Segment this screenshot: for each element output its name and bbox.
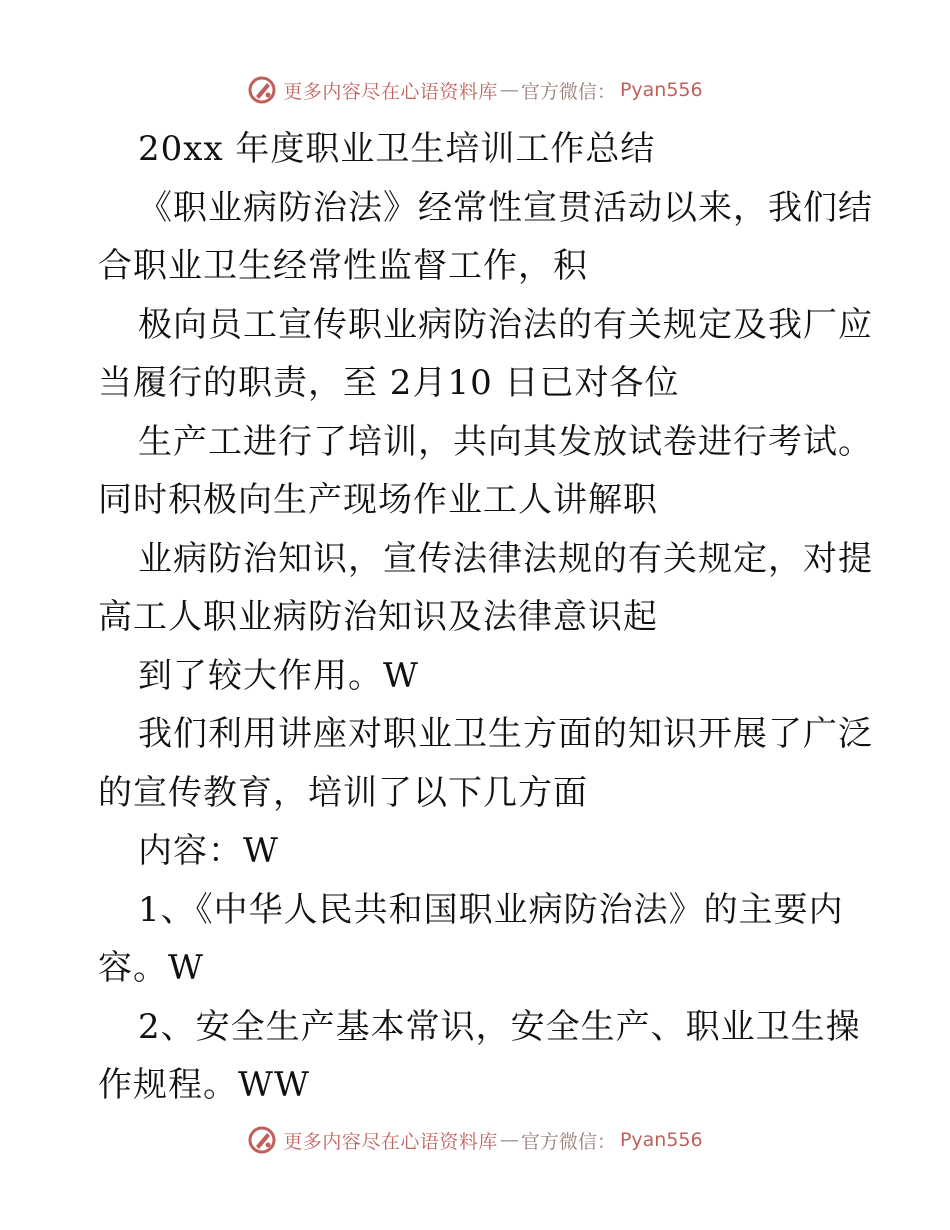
document-body [98,120,873,1115]
text-line: 合职业卫生经常性监督工作，积 [98,246,588,286]
text-line: 同时积极向生产现场作业工人讲解职 [98,480,658,520]
pen-logo-icon [247,75,277,105]
watermark-separator: — [499,79,519,101]
watermark-text: 更多内容尽在心语资料库 [283,80,498,103]
text-line: 到了较大作用。W [138,655,419,696]
text-line: 业病防治知识，宣传法律法规的有关规定，对提 [138,538,873,579]
text-line: 作规程。WW [98,1065,310,1105]
text-line: 生产工进行了培训，共向其发放试卷进行考试。 [138,421,873,462]
watermark-label: 官方微信： [520,80,616,103]
list-item: 2、安全生产基本常识，安全生产、职业卫生操 [138,1006,861,1047]
watermark-separator: — [499,1129,519,1151]
document-title: 20xx 年度职业卫生培训工作总结 [138,129,656,169]
watermark-id: Pyan556 [619,1129,703,1151]
text-line: 高工人职业病防治知识及法律意识起 [98,597,658,637]
text-line: 内容：W [138,831,279,871]
watermark-label: 官方微信： [520,1130,616,1153]
watermark-id: Pyan556 [619,79,703,101]
text-line: 当履行的职责，至 2月10 日已对各位 [98,363,680,403]
text-line: 容。W [98,948,204,988]
pen-logo-icon [247,1125,277,1155]
text-line: 我们利用讲座对职业卫生方面的知识开展了广泛 [138,714,873,754]
text-line: 极向员工宣传职业病防治法的有关规定及我厂应 [138,304,873,345]
list-item: 1、《中华人民共和国职业病防治法》的主要内 [138,889,844,930]
text-line: 的宣传教育，培训了以下几方面 [98,772,588,813]
watermark-text: 更多内容尽在心语资料库 [283,1130,498,1153]
text-line: 《职业病防治法》经常性宣贯活动以来，我们结 [138,187,873,228]
header-watermark [0,70,950,110]
footer-watermark [0,1120,950,1160]
